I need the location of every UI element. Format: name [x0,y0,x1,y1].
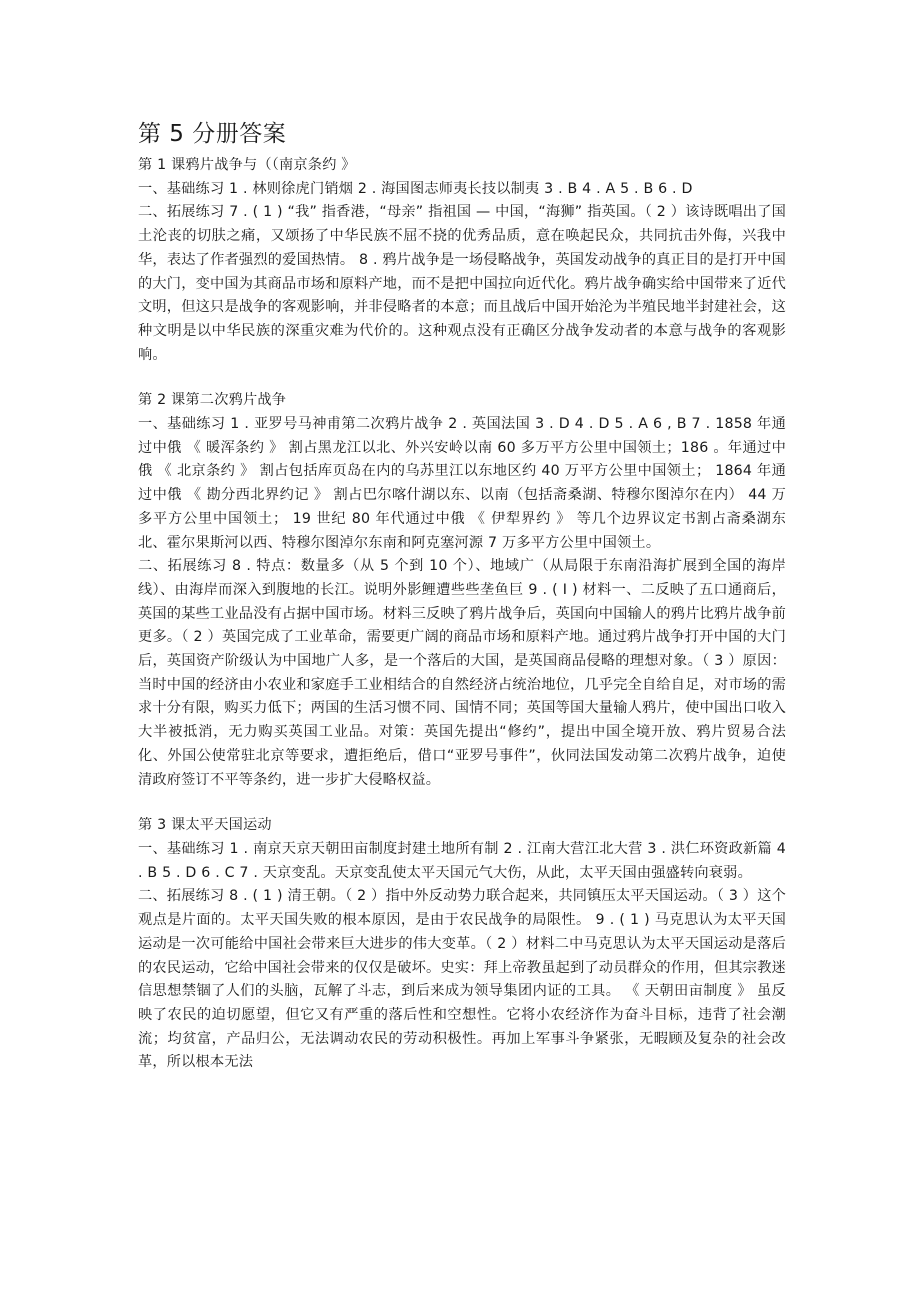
basic-exercise-paragraph: 一、基础练习 1 . 南京天京天朝田亩制度封建土地所有制 2 . 江南大营江北大营 3 . 洪仁环资政新篇 4 . B 5 . D 6 . C 7 . 天京变乱。天京变乱使太平天国元气大伤，从此，太平天国由强盛转向衰弱。 [138,840,786,881]
document-title: 第 5 分册答案 [138,121,287,147]
extension-exercise-paragraph: 二、拓展练习 8 . ( 1 ) 清王朝。（ 2 ）指中外反动势力联合起来，共同镇压太平天国运动。（ 3 ）这个观点是片面的。太平天国失败的根本原因，是由于农民战争的局限性。 9 . ( 1 ) 马克思认为太平天国运动是一次可能给中国社会带来巨大进步的伟大变革。（ 2 ）材料二中马克思认为太平天国运动是落后的农民运动，它给中国社会带来的仅仅是破坏。史实：拜上帝教虽起到了动员群众的作用，但其宗教迷信思想禁锢了人们的头脑，瓦解了斗志，到后来成为领导集团内证的工具。 《 天朝田亩制度 》 虽反映了农民的迫切愿望，但它又有严重的落后性和空想性。它将小农经济作为奋斗目标，违背了社会潮流；均贫富，产品归公，无法调动农民的劳动积极性。再加上军事斗争紧张，无暇顾及复杂的社会改革，所以根本无法 [138,888,786,1071]
lesson-heading: 第 3 课太平天国运动 [138,817,272,834]
extension-exercise-paragraph: 二、拓展练习 7 . ( 1 ) “我” 指香港，“母亲” 指祖国 — 中国，“海狮” 指英国。（ 2 ）该诗既唱出了国土沦丧的切肤之痛，又颂扬了中华民族不屈不挠的优秀品质，意在唤起民众，共同抗击外侮，兴我中华，表达了作者强烈的爱国热情。 8 . 鸦片战争是一场侵略战争，英国发动战争的真正目的是打开中国的大门，变中国为其商品市场和原料产地，而不是把中国拉向近代化。鸦片战争确实给中国带来了近代文明，但这只是战争的客观影响，并非侵略者的本意；而且战后中国开始沦为半殖民地半封建社会，这种文明是以中华民族的深重灾难为代价的。这种观点没有正确区分战争发动者的本意与战争的客观影响。 [138,204,786,363]
basic-exercise-paragraph: 一、基础练习 1 . 林则徐虎门销烟 2 . 海国图志师夷长技以制夷 3 . B 4 . A 5 . B 6 . D [138,180,693,197]
lesson-heading: 第 2 课第二次鸦片战争 [138,392,287,409]
lesson-3 [138,814,786,1075]
extension-exercise-paragraph: 二、拓展练习 8 . 特点：数量多（从 5 个到 10 个）、地域广（从局限于东南沿海扩展到全国的海岸线）、由海岸而深入到腹地的长江。说明外影鲤遭些些垄鱼巨 9 . ( I ) 材料一、二反映了五口通商后，英国的某些工业品没有占据中国市场。材料三反映了鸦片战争后，英国向中国输人的鸦片比鸦片战争前更多。（ 2 ）英国完成了工业革命，需要更广阔的商品市场和原料产地。通过鸦片战争打开中国的大门后，英国资产阶级认为中国地广人多，是一个落后的大国，是英国商品侵略的理想对象。（ 3 ）原因：当时中国的经济由小农业和家庭手工业相结合的自然经济占统治地位，几乎完全自给自足，对市场的需求十分有限，购买力低下；两国的生活习惯不同、国情不同；英国等国大量输人鸦片，使中国出口收入大半被抵消，无力购买英国工业品。对策：英国先提出“修约”，提出中国全境开放、鸦片贸易合法化、外国公使常驻北京等要求，遭拒绝后，借口“亚罗号事件”，伙同法国发动第二次鸦片战争，迫使清政府签订不平等条约，进一步扩大侵略权益。 [138,558,786,788]
lesson-heading: 第 1 课鸦片战争与（（南京条约 》 [138,157,356,173]
lesson-2 [138,389,786,792]
lesson-1 [138,154,786,367]
answer-document [138,118,786,1075]
basic-exercise-paragraph: 一、基础练习 1 . 亚罗号马神甫第二次鸦片战争 2 . 英国法国 3 . D 4 . D 5 . A 6 , B 7 . 1858 年通过中俄 《 暖浑条约 》 割占黑龙江以北、外兴安岭以南 60 多万平方公里中国领土；186 。年通过中俄 《 北京条约 》 割占包括库页岛在内的乌苏里江以东地区约 40 万平方公里中国领土； 1864 年通过中俄 《 勘分西北界约记 》 割占巴尔喀什湖以东、以南（包括斋桑湖、特穆尔图淖尔在内） 44 万多平方公里中国领土； 19 世纪 80 年代通过中俄 《 伊犁界约 》 等几个边界议定书割占斋桑湖东北、霍尔果斯河以西、特穆尔图淖尔东南和阿克塞河源 7 万多平方公里中国领土。 [138,416,786,551]
